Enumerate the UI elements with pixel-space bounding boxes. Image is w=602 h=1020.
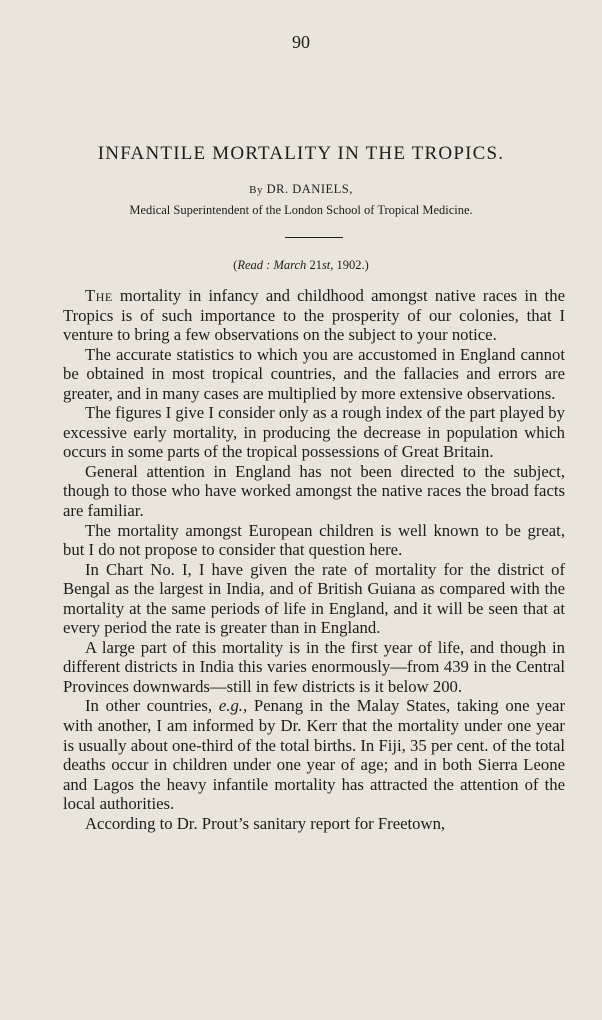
paragraph-8 [63, 696, 565, 813]
paragraph-1 [63, 286, 565, 345]
paragraph-2: The accurate statistics to which you are accustomed in England cannot be obtained in most tropical countries, and the fallacies and errors are greater, and in many cases are multiplied by more extensive observations. [63, 344, 565, 403]
paragraph-1-text: mortality in infancy and childhood amongst native races in the Tropics is of such importance to the prosperity of our colonies, that I venture to bring a few observations on the subject to your notice. [63, 286, 565, 345]
article-body [63, 286, 565, 833]
byline [0, 182, 602, 197]
title-divider [285, 237, 343, 238]
page-number: 90 [292, 32, 310, 52]
paragraph-9: According to Dr. Prout’s sanitary report for Freetown, [85, 813, 446, 833]
byline-by: By [249, 184, 263, 196]
author-affiliation: Medical Superintendent of the London School of Tropical Medicine. [129, 203, 473, 217]
paragraph-7: A large part of this mortality is in the first year of life, and though in different districts in India this varies enormously—from 439 in the Central Provinces downwards—still in few districts is it below 200. [63, 637, 565, 696]
paragraph-8-after: Penang in the Malay States, taking one year with another, I am informed by Dr. Kerr that the mortality under one year is usually about one-third of the total births. In Fiji, 35 per cent. of the total deaths occur in children under one year of age; and in both Sierra Leone and Lagos the heavy infantile mortality has attracted the attention of the local authorities. [63, 696, 565, 814]
paragraph-5: The mortality amongst European children is well known to be great, but I do not propose to consider that question here. [63, 520, 565, 560]
paragraph-4: General attention in England has not been directed to the subject, though to those who have worked amongst the native races the broad facts are familiar. [63, 461, 565, 521]
read-date-label: Read : March [237, 258, 307, 272]
opening-word: The [85, 286, 113, 305]
read-date-ordinal: st, [321, 258, 334, 272]
read-date-day: 21 [309, 258, 322, 272]
paragraph-8-italic: e.g., [218, 696, 248, 716]
article-title: INFANTILE MORTALITY IN THE TROPICS. [97, 143, 505, 164]
byline-author: DR. DANIELS, [266, 182, 353, 196]
read-date [0, 258, 602, 273]
paragraph-8-before: In other countries, [85, 696, 219, 716]
read-date-open-paren: ( [233, 258, 238, 272]
paragraph-3: The figures I give I consider only as a rough index of the part played by excessive early mortality, in producing the decrease in population which occurs in some parts of the tropical possessions of Great Britain. [63, 403, 565, 462]
paragraph-6: In Chart No. I, I have given the rate of mortality for the district of Bengal as the largest in India, and of British Guiana as compared with the mortality at the same periods of life in England, and it will be seen that at every period the rate is greater than in England. [63, 559, 565, 638]
read-date-year: 1902.) [336, 258, 369, 272]
